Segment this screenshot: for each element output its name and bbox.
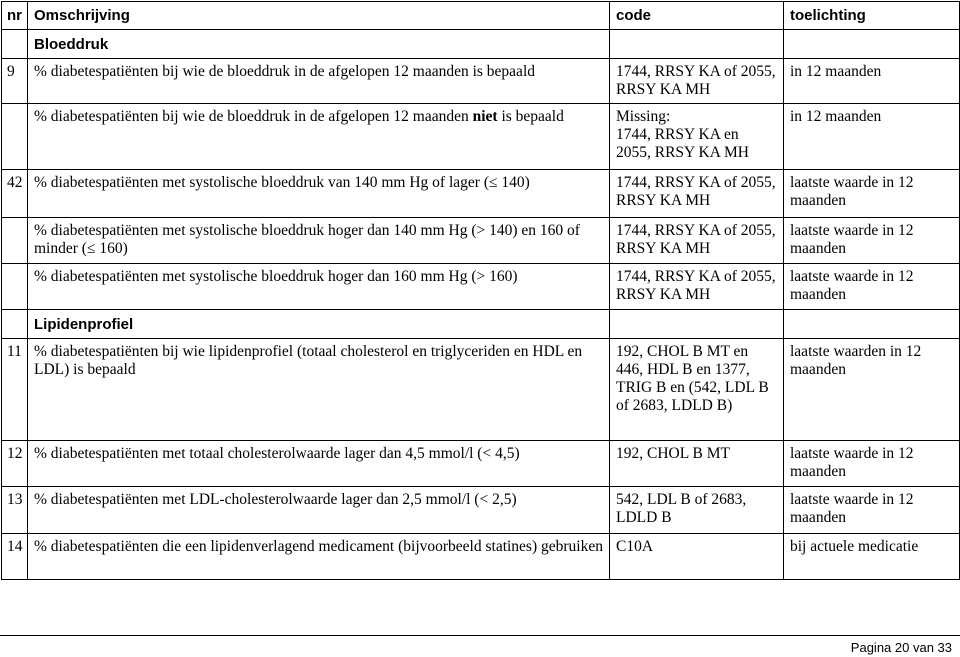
row-description: % diabetespatiënten met LDL-cholesterolwaarde lager dan 2,5 mmol/l (< 2,5): [28, 487, 610, 534]
header-omschrijving: Omschrijving: [28, 2, 610, 30]
desc-part: % diabetespatiënten bij wie de bloeddruk in de afgelopen 12 maanden: [34, 108, 473, 125]
row-description: % diabetespatiënten die een lipidenverlagend medicament (bijvoorbeeld statines) gebruiken: [28, 534, 610, 580]
row-note: laatste waarde in 12 maanden: [784, 170, 960, 218]
empty-cell: [610, 310, 784, 339]
row-nr: [2, 264, 28, 310]
row-nr: [2, 104, 28, 170]
row-nr: [2, 218, 28, 264]
table-row: [2, 104, 960, 170]
row-note: laatste waarden in 12 maanden: [784, 339, 960, 441]
table-row: [2, 339, 960, 441]
row-nr: 14: [2, 534, 28, 580]
footer-divider: [0, 635, 960, 636]
empty-cell: [784, 310, 960, 339]
header-nr: nr: [2, 2, 28, 30]
row-nr: 12: [2, 441, 28, 487]
row-nr: 42: [2, 170, 28, 218]
row-code: 1744, RRSY KA of 2055, RRSY KA MH: [610, 218, 784, 264]
row-note: in 12 maanden: [784, 59, 960, 104]
row-description: [28, 104, 610, 170]
desc-part: is bepaald: [497, 108, 564, 125]
section-row-bloeddruk: [2, 30, 960, 59]
section-heading-lipidenprofiel: Lipidenprofiel: [28, 310, 610, 339]
section-row-lipidenprofiel: [2, 310, 960, 339]
row-note: laatste waarde in 12 maanden: [784, 487, 960, 534]
table-row: [2, 487, 960, 534]
section-heading-bloeddruk: Bloeddruk: [28, 30, 610, 59]
row-code: C10A: [610, 534, 784, 580]
table-row: [2, 264, 960, 310]
missing-label: Missing:: [616, 108, 671, 125]
row-description: % diabetespatiënten met totaal cholesterolwaarde lager dan 4,5 mmol/l (< 4,5): [28, 441, 610, 487]
row-nr: 13: [2, 487, 28, 534]
row-note: in 12 maanden: [784, 104, 960, 170]
row-note: bij actuele medicatie: [784, 534, 960, 580]
row-code: 1744, RRSY KA of 2055, RRSY KA MH: [610, 264, 784, 310]
row-description: % diabetespatiënten bij wie de bloeddruk in de afgelopen 12 maanden is bepaald: [28, 59, 610, 104]
empty-cell: [2, 310, 28, 339]
indicator-table: [1, 1, 960, 580]
code-value: 1744, RRSY KA en 2055, RRSY KA MH: [616, 126, 749, 161]
empty-cell: [784, 30, 960, 59]
row-nr: 9: [2, 59, 28, 104]
table-row: [2, 218, 960, 264]
row-note: laatste waarde in 12 maanden: [784, 264, 960, 310]
row-code: 192, CHOL B MT en 446, HDL B en 1377, TRIG B en (542, LDL B of 2683, LDLD B): [610, 339, 784, 441]
page-number: Pagina 20 van 33: [850, 640, 952, 655]
row-note: laatste waarde in 12 maanden: [784, 218, 960, 264]
row-description: % diabetespatiënten met systolische bloeddruk hoger dan 160 mm Hg (> 160): [28, 264, 610, 310]
row-code: 542, LDL B of 2683, LDLD B: [610, 487, 784, 534]
empty-cell: [2, 30, 28, 59]
row-code: [610, 104, 784, 170]
row-code: 192, CHOL B MT: [610, 441, 784, 487]
table-row: [2, 534, 960, 580]
header-toelichting: toelichting: [784, 2, 960, 30]
table-row: [2, 59, 960, 104]
table-row: [2, 441, 960, 487]
header-code: code: [610, 2, 784, 30]
table-row: [2, 170, 960, 218]
row-description: % diabetespatiënten met systolische bloeddruk hoger dan 140 mm Hg (> 140) en 160 of minder (≤ 160): [28, 218, 610, 264]
row-description: % diabetespatiënten bij wie lipidenprofiel (totaal cholesterol en triglyceriden en HDL en LDL) is bepaald: [28, 339, 610, 441]
row-code: 1744, RRSY KA of 2055, RRSY KA MH: [610, 170, 784, 218]
table-header-row: [2, 2, 960, 30]
row-description: % diabetespatiënten met systolische bloeddruk van 140 mm Hg of lager (≤ 140): [28, 170, 610, 218]
row-note: laatste waarde in 12 maanden: [784, 441, 960, 487]
row-nr: 11: [2, 339, 28, 441]
desc-emphasis: niet: [472, 108, 498, 125]
row-code: 1744, RRSY KA of 2055, RRSY KA MH: [610, 59, 784, 104]
empty-cell: [610, 30, 784, 59]
